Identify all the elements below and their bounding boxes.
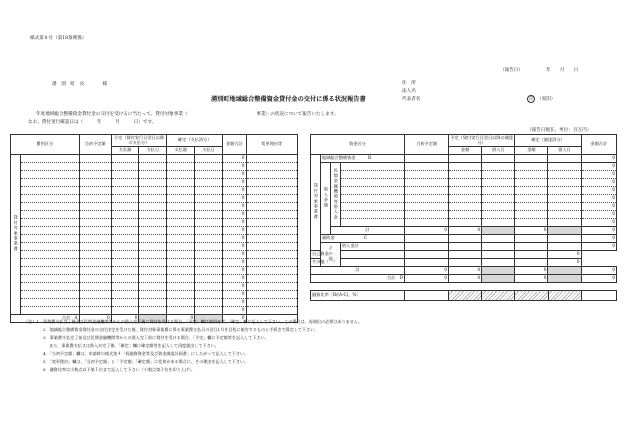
- row-regional-loan-b: 地域総合整備資金 B: [320, 155, 404, 163]
- header-cost-category: 費用区分: [11, 135, 80, 155]
- note-5: 5 「変更理由」欄は、「当初予定額」と「予定額」「確定額」に差異がある場合に、その理由を記入して下さい。: [43, 359, 249, 364]
- header-borrow-date-2: 借入日: [548, 147, 581, 155]
- total-cell: 0: [581, 219, 616, 227]
- total-cell: 0: [548, 259, 581, 267]
- row-total-cell: 0: [222, 163, 246, 171]
- row-total-cell: 0: [222, 171, 246, 179]
- total-cell: 0: [581, 163, 616, 171]
- report-date-label: （報告日）: [500, 68, 523, 73]
- calc-plan: 0: [404, 267, 448, 275]
- total-cell: 0: [581, 235, 616, 243]
- total-cell: 0: [581, 179, 616, 187]
- total-cell: 0: [581, 211, 616, 219]
- address-label: 住 所: [402, 81, 416, 86]
- addressee: 湧 別 町 長 様: [52, 82, 108, 87]
- header-paid-amount: 支払額: [111, 147, 139, 155]
- unit-note: （報告日現在、単位：百万円）: [527, 128, 592, 133]
- header-amount: 金額: [449, 147, 482, 155]
- total-cell: 0: [581, 155, 616, 163]
- row-total-cell: 0: [222, 291, 246, 299]
- seal-mark: 印: [529, 96, 533, 101]
- total-d-plan: 0: [404, 275, 448, 283]
- row-borrowing-total: 借入金計: [340, 243, 404, 251]
- calc-forecast: 0: [449, 267, 482, 275]
- row-total-cell: 0: [222, 203, 246, 211]
- subtotal-plan: 0: [404, 227, 448, 235]
- row-subsidy-c: 補助金 C: [320, 235, 404, 243]
- header-borrow-date: 借入日: [482, 147, 515, 155]
- note-1: （注）1 事業費支払完了後及び民間金融機関等からの借入完了後に貸付を受ける場合、「予定」欄は使用せず、「確定」欄に記入して下さい。この場合は、再報出の必要はありません。: [24, 319, 363, 324]
- side-label-other: その他: [320, 243, 340, 267]
- note-4: 4 「当初予定額」欄は、申請時の様式第４「投融資資金等及び資金調達計画書」にしたがって記入して下さい。: [43, 351, 249, 356]
- row-total-cell: 0: [222, 267, 246, 275]
- form-number: 様式第８号（第18条関係）: [30, 36, 87, 41]
- total-a-confirmed: 0: [167, 315, 195, 323]
- row-total-cell: 0: [222, 275, 246, 283]
- header-total: 金額合計: [581, 135, 616, 155]
- row-total-cell: 0: [222, 299, 246, 307]
- total-d-confirmed: 0: [515, 275, 548, 283]
- subtotal-forecast: 0: [449, 227, 482, 235]
- total-cell: 0: [581, 203, 616, 211]
- row-misc: その他（ ）: [311, 259, 321, 267]
- row-total-cell: 0: [222, 259, 246, 267]
- total-d-forecast: 0: [449, 275, 482, 283]
- header-change-reason: 変更理由等: [246, 135, 297, 155]
- ratio-table: [310, 290, 617, 301]
- total-cell: 0: [548, 251, 581, 259]
- header-initial-plan: 当初予定額: [79, 135, 111, 155]
- row-total-cell: 0: [222, 155, 246, 163]
- header-paid-date-2: 支払日: [195, 147, 223, 155]
- total-cell: 0: [581, 195, 616, 203]
- representative-label: 代表者名: [402, 97, 421, 102]
- header-forecast: 予定（貸付実行日翌日以降の支払分）: [111, 135, 167, 147]
- row-total-cell: 0: [222, 227, 246, 235]
- expense-table: [10, 134, 298, 323]
- row-total-cell: 0: [222, 211, 246, 219]
- total-cell: 0: [581, 187, 616, 195]
- row-total-cell: 0: [222, 283, 246, 291]
- header-fund-category: 資金区分: [311, 135, 405, 155]
- row-calc: 計: [311, 267, 405, 275]
- note-3-cont: また、事業費支払又は借入が完了後、「確定」欄に確定額等を記入して再度提出して下さい。: [49, 343, 219, 348]
- header-confirmed: 確定（支払済分）: [167, 135, 223, 147]
- company-label: 法人名: [402, 89, 416, 94]
- report-date: 年 月 日: [546, 68, 579, 73]
- calc-total: 0: [581, 267, 616, 275]
- header-paid-amount-2: 支払額: [167, 147, 195, 155]
- total-cell: 0: [581, 243, 616, 251]
- total-cell: 0: [581, 171, 616, 179]
- side-label-borrowing: 借入金額: [320, 163, 330, 235]
- row-private-subtotal: 計: [330, 227, 404, 235]
- row-own-funds: 自己資金: [311, 251, 321, 259]
- row-total-cell: 0: [222, 243, 246, 251]
- side-label-private-lenders: 民間金融機関等借入金: [330, 163, 340, 227]
- header-forecast: 予定（貸付実行日翌日以降の調達分）: [450, 134, 514, 145]
- row-total-cell: 0: [222, 251, 246, 259]
- header-initial-plan: 当初予定額: [404, 135, 448, 155]
- row-total-cell: 0: [222, 219, 246, 227]
- seal-note: （実印）: [537, 97, 556, 102]
- subtotal-total: 0: [581, 227, 616, 235]
- row-total-cell: 0: [222, 307, 246, 315]
- side-label-project-cost: 貸付対象事業費: [311, 155, 321, 251]
- intro-line-1: 年度地域総合整備資金貸付金の交付を受けるに当たって、貸付対象事業（ 事業）の状況について報告いたします。: [36, 112, 339, 117]
- side-label-loan-project-cost: 貸付対象事業費: [11, 155, 21, 315]
- row-total-cell: 0: [222, 235, 246, 243]
- row-total-cell: 0: [222, 195, 246, 203]
- row-total-d: 合計 D: [311, 275, 405, 283]
- header-amount-2: 金額: [515, 147, 548, 155]
- note-2: 2 地域総合整備資金貸付金の交付決定を受けた後、貸付対象事業費に係る事業費支払日の翌日1月を目処に報告するものと手続きで算定して下さい。: [43, 327, 319, 332]
- calc-confirmed: 0: [515, 267, 548, 275]
- financing-ratio-label: 融資比率［B/(A-C)、%］: [311, 291, 405, 301]
- page-title: 湧別町地域総合整備資金貸付金の交付に係る状況報告書: [211, 96, 366, 103]
- header-total: 金額合計: [222, 135, 246, 155]
- total-a-plan: 0: [79, 315, 111, 323]
- note-3: 3 事業費支払完了前及び民間金融機関等からの借入完了前に貸付を受ける場合、「予定」欄に予定額等を記入して下さい。: [43, 335, 269, 340]
- intro-line-2: なお、貸付実行確認日は（ 年 月 日）です。: [28, 120, 157, 125]
- total-a-forecast: 0: [111, 315, 139, 323]
- header-paid-date: 支払日: [139, 147, 167, 155]
- total-d-total: 0: [581, 275, 616, 283]
- note-6: 6 融資比率は小数点以下第１位まで記入して下さい（小数点第２位を切り上げ）。: [43, 367, 196, 372]
- row-total-cell: 0: [222, 187, 246, 195]
- subtotal-confirmed: 0: [515, 227, 548, 235]
- row-total-cell: 0: [222, 179, 246, 187]
- total-a-total: 0: [222, 315, 246, 323]
- total-a-label: 合計 A: [11, 315, 80, 323]
- funding-table: [310, 134, 617, 283]
- header-confirmed: 確定（調達済分）: [515, 135, 581, 147]
